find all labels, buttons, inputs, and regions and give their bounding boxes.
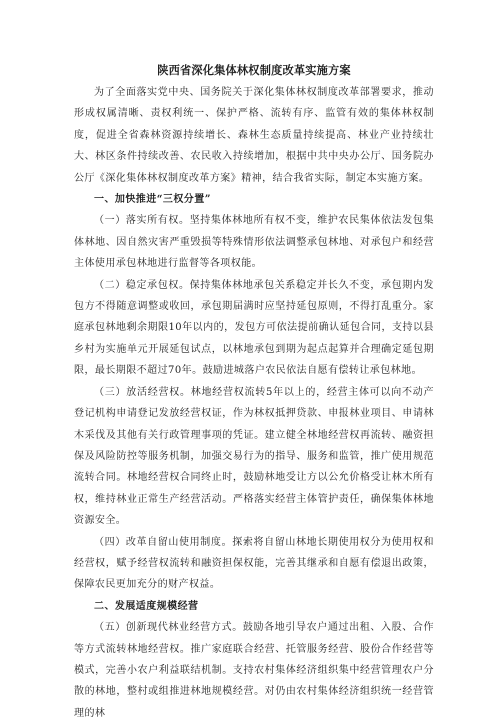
section-heading-2: 二、发展适度规模经营	[94, 600, 199, 612]
section1-paragraph-2: （二）稳定承包权。保持集体林地承包关系稳定并长久不变，承包期内发包方不得随意调整或收回，承包期届满时应坚持延包原则，不得打乱重分。家庭承包林地剩余期限10年以内的，发包方可依法提前确认延包合同，支持以县乡村为实施单元开展延包试点，以林地承包到期为起点起算并合理确定延包期限，最长期限不超过70年。鼓励进城落户农民依法自愿有偿转让承包林地。	[74, 279, 434, 377]
section1-paragraph-4: （四）改革自留山使用制度。探索将自留山林地长期使用权分为使用权和经营权，赋予经营权流转和融资担保权能，完善其继承和自愿有偿退出政策，保障农民更加充分的财产权益。	[74, 536, 434, 591]
section-heading-1: 一、加快推进“三权分置”	[94, 194, 211, 206]
document-title: 陕西省深化集体林权制度改革实施方案	[157, 63, 351, 77]
section2-paragraph-1: （五）创新现代林业经营方式。鼓励各地引导农户通过出租、入股、合作等方式流转林地经营权。推广家庭联合经营、托管服务经营、股份合作经营等模式，完善小农户利益联结机制。支持农村集体经济组织集中经营管理农户分散的林地，整村或组推进林地规模经营。对仍由农村集体经济组织统一经营管理的林	[74, 622, 434, 719]
intro-paragraph: 为了全面落实党中央、国务院关于深化集体林权制度改革部署要求，推动形成权属清晰、责权利统一、保护严格、流转有序、监管有效的集体林权制度，促进全省森林资源持续增长、森林生态质量持续提高、林业产业持续壮大、林区条件持续改善、农民收入持续增加，根据中共中央办公厅、国务院办公厅《深化集体林权制度改革方案》精神，结合我省实际，制定本实施方案。	[74, 87, 434, 184]
section1-paragraph-1: （一）落实所有权。坚持集体林地所有权不变，维护农民集体依法发包集体林地、因自然灾害严重毁损等特殊情形依法调整承包林地、对承包户和经营主体使用承包林地进行监督等各项权能。	[74, 215, 434, 270]
section1-paragraph-3: （三）放活经营权。林地经营权流转5年以上的，经营主体可以向不动产登记机构申请登记发放经营权证，作为林权抵押贷款、申报林业项目、申请林木采伐及其他有关行政管理事项的凭证。建立健全林地经营权再流转、融资担保及风险防控等服务机制，加强交易行为的指导、服务和监管，推广使用规范流转合同。林地经营权合同终止时，鼓励林地受让方以公允价格受让林木所有权，维持林业正常生产经营活动。严格落实经营主体管护责任，确保集体林地资源安全。	[74, 386, 434, 527]
document-page	[74, 62, 434, 724]
